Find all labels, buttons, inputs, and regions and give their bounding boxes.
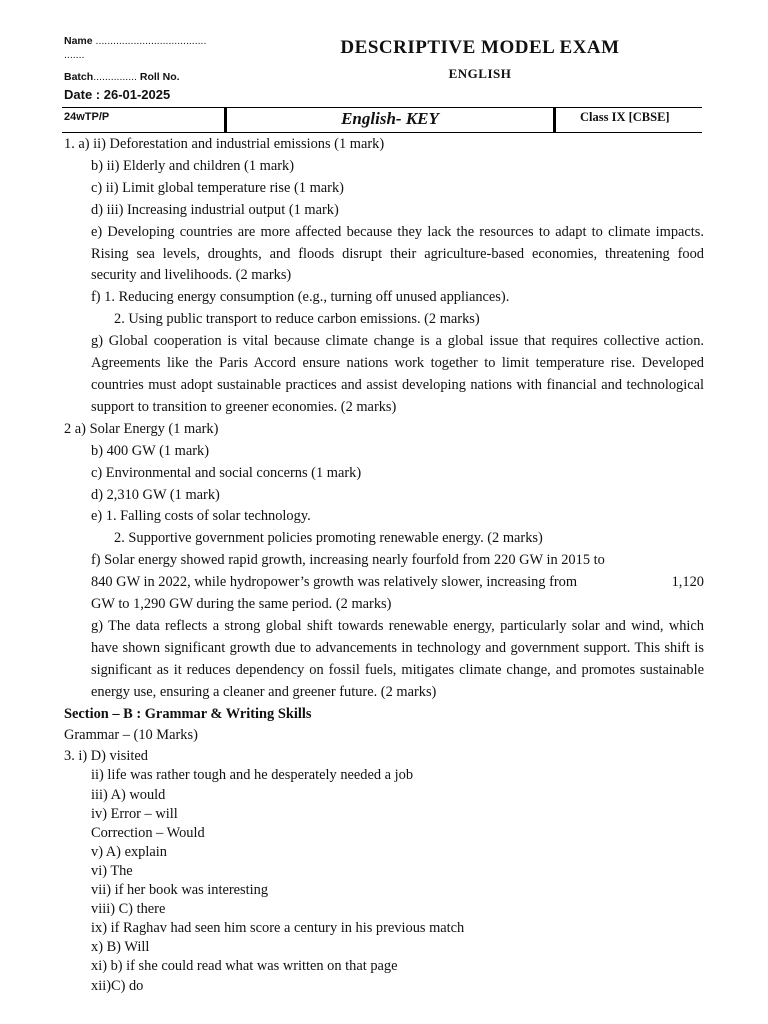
q3-ix: ix) if Raghav had seen him score a century in his previous match xyxy=(91,920,465,937)
paper-code: 24wTP/P xyxy=(64,111,110,123)
question-3 xyxy=(64,747,704,995)
q3-viii: viii) C) there xyxy=(91,901,166,918)
q3-vi: vi) The xyxy=(91,862,133,879)
batch-blank: ............... xyxy=(93,71,137,83)
grammar-heading: Grammar – (10 Marks) xyxy=(64,727,198,744)
q1-g: g) Global cooperation is vital because climate change is a global issue that requires collective action. Agreements like the Paris Accord ensure nations work together to limit temperature rise. Developed countries must adopt sustainable practices and assist developing nations with financial and technological support to transition to greener economies. (2 marks) xyxy=(91,333,704,415)
section-b-heading: Section – B : Grammar & Writing Skills xyxy=(64,705,312,722)
q3-x: x) B) Will xyxy=(91,939,150,956)
q2-b: b) 400 GW (1 mark) xyxy=(91,442,210,459)
q1-f1: f) 1. Reducing energy consumption (e.g., turning off unused appliances). xyxy=(91,289,510,306)
name-line xyxy=(64,34,206,48)
question-1 xyxy=(64,134,704,419)
q2-e2: 2. Supportive government policies promoting renewable energy. (2 marks) xyxy=(114,530,543,547)
header-band xyxy=(62,107,702,133)
q2-d: d) 2,310 GW (1 mark) xyxy=(91,486,220,503)
q3-iii: iii) A) would xyxy=(91,786,166,803)
q3-ii: ii) life was rather tough and he desperately needed a job xyxy=(91,767,414,784)
q3-iv: iv) Error – will xyxy=(91,805,178,822)
name-label: Name xyxy=(64,35,93,47)
question-2 xyxy=(64,419,704,704)
student-info xyxy=(64,34,206,84)
q2-a: 2 a) Solar Energy (1 mark) xyxy=(64,420,219,437)
q3-xi: xi) b) if she could read what was written on that page xyxy=(91,958,398,975)
name-blank-continued: ....... xyxy=(64,49,85,61)
exam-date: Date : 26-01-2025 xyxy=(64,87,171,102)
roll-label: Roll No. xyxy=(136,71,180,83)
q3-vii: vii) if her book was interesting xyxy=(91,882,269,899)
q2-f1: f) Solar energy showed rapid growth, increasing nearly fourfold from 220 GW in 2015 to xyxy=(91,552,605,569)
q3-i: 3. i) D) visited xyxy=(64,748,148,765)
batch-label: Batch xyxy=(64,71,94,83)
q1-c: c) ii) Limit global temperature rise (1 mark) xyxy=(91,179,344,196)
exam-title: DESCRIPTIVE MODEL EXAM xyxy=(340,37,620,58)
q2-f2-number: 1,120 xyxy=(671,574,704,591)
q1-a: 1. a) ii) Deforestation and industrial emissions (1 mark) xyxy=(64,136,385,152)
q3-v: v) A) explain xyxy=(91,843,167,860)
q1-d: d) iii) Increasing industrial output (1 mark) xyxy=(91,201,339,218)
q2-c: c) Environmental and social concerns (1 mark) xyxy=(91,464,362,481)
q3-correction: Correction – Would xyxy=(91,824,205,841)
q2-f2 xyxy=(64,572,704,594)
exam-subject: ENGLISH xyxy=(448,66,512,81)
q1-b: b) ii) Elderly and children (1 mark) xyxy=(91,157,294,174)
q3-xii: xii)C) do xyxy=(91,977,144,994)
q1-f2: 2. Using public transport to reduce carbon emissions. (2 marks) xyxy=(114,311,480,328)
class-label: Class IX [CBSE] xyxy=(580,110,670,124)
q2-f3: GW to 1,290 GW during the same period. (2 marks) xyxy=(91,596,392,613)
answer-key-title: English- KEY xyxy=(224,108,556,132)
q2-g: g) The data reflects a strong global shift towards renewable energy, particularly solar and wind, which have shown significant growth due to advancements in technology and government support. This shift is significant as it reduces dependency on fossil fuels, mitigates climate change, and promotes sustainable energy use, ensuring a cleaner and greener future. (2 marks) xyxy=(91,617,704,700)
q2-f2-text: 840 GW in 2022, while hydropower’s growth was relatively slower, increasing from xyxy=(91,574,578,591)
name-blank: ...................................... xyxy=(92,35,207,47)
answer-key-body xyxy=(64,134,704,996)
batch-line xyxy=(64,70,206,84)
q2-e1: e) 1. Falling costs of solar technology. xyxy=(91,508,311,525)
q1-e: e) Developing countries are more affected because they lack the resources to adapt to climate impacts. Rising sea levels, droughts, and floods disrupt their agriculture-based economies, threatening food security and livelihoods. (2 marks) xyxy=(91,223,704,284)
